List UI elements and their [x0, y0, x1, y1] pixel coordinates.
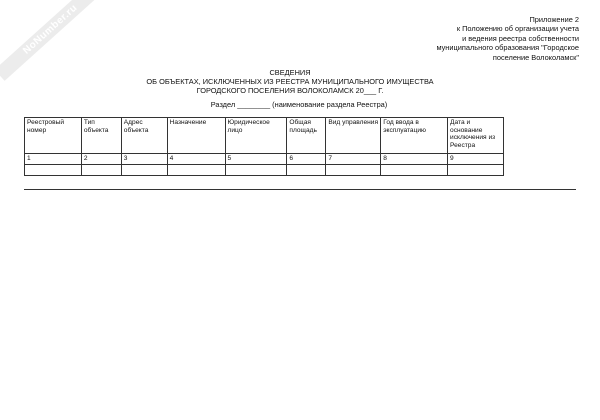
header-cell: Юридическое лицо: [225, 118, 287, 154]
column-number: 6: [287, 154, 326, 165]
column-number: 8: [381, 154, 448, 165]
column-number: 4: [167, 154, 225, 165]
watermark: NoNumber.ru: [0, 0, 106, 81]
empty-cell: [121, 165, 167, 176]
column-number: 5: [225, 154, 287, 165]
header-cell: Дата и основание исключения из Реестра: [448, 118, 504, 154]
empty-cell: [448, 165, 504, 176]
document-heading: [0, 68, 580, 95]
empty-cell: [225, 165, 287, 176]
column-number-row: [25, 154, 504, 165]
header-cell: Вид управления: [326, 118, 381, 154]
empty-cell: [167, 165, 225, 176]
header-cell: Год ввода в эксплуатацию: [381, 118, 448, 154]
column-number: 2: [81, 154, 121, 165]
register-table: [24, 117, 504, 176]
empty-cell: [381, 165, 448, 176]
header-row: [25, 118, 504, 154]
section-line: Раздел ________ (наименование раздела Реестра): [210, 100, 388, 109]
heading-line: СВЕДЕНИЯ: [269, 68, 311, 77]
header-cell: Адрес объекта: [121, 118, 167, 154]
header-cell: Тип объекта: [81, 118, 121, 154]
appendix-line: муниципального образования "Городское: [436, 43, 579, 53]
empty-cell: [326, 165, 381, 176]
heading-line: ГОРОДСКОГО ПОСЕЛЕНИЯ ВОЛОКОЛАМСК 20___ Г.: [196, 86, 384, 95]
column-number: 9: [448, 154, 504, 165]
column-number: 3: [121, 154, 167, 165]
appendix-line: к Положению об организации учета: [456, 24, 579, 34]
horizontal-divider: [24, 189, 576, 190]
empty-cell: [25, 165, 82, 176]
appendix-line: поселение Волоколамск": [492, 52, 579, 62]
appendix-note: [379, 15, 579, 62]
column-number: 7: [326, 154, 381, 165]
empty-row: [25, 165, 504, 176]
heading-line: ОБ ОБЪЕКТАХ, ИСКЛЮЧЕННЫХ ИЗ РЕЕСТРА МУНИЦИПАЛЬНОГО ИМУЩЕСТВА: [146, 77, 434, 86]
column-number: 1: [25, 154, 82, 165]
header-cell: Общая площадь: [287, 118, 326, 154]
header-cell: Назначение: [167, 118, 225, 154]
header-cell: Реестровый номер: [25, 118, 82, 154]
empty-cell: [81, 165, 121, 176]
appendix-line: и ведения реестра собственности: [462, 33, 579, 43]
empty-cell: [287, 165, 326, 176]
appendix-line: Приложение 2: [529, 15, 579, 24]
